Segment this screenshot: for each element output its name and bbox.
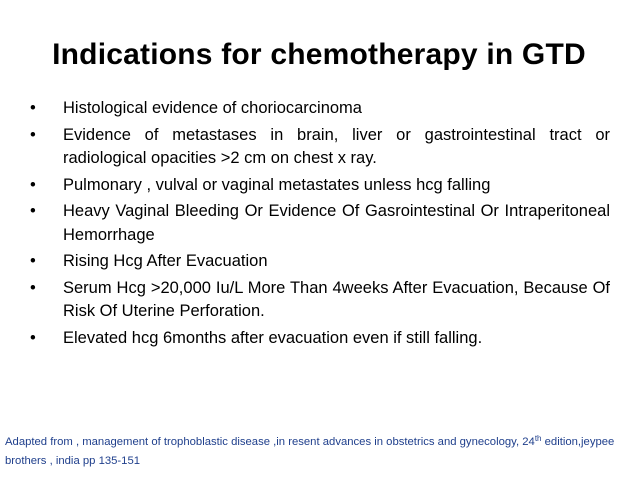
citation-superscript: th <box>534 434 542 443</box>
bullet-item: • Histological evidence of choriocarcinoma <box>30 97 610 121</box>
bullet-item: • Evidence of metastases in brain, liver or gastrointestinal tract or radiological opacities >2 cm on chest x ray. <box>30 124 610 171</box>
bullet-item: • Serum Hcg >20,000 Iu/L More Than 4weeks After Evacuation, Because Of Risk Of Uterine Perforation. <box>30 277 610 324</box>
bullet-item: • Pulmonary , vulval or vaginal metastates unless hcg falling <box>30 174 610 198</box>
slide-title: Indications for chemotherapy in GTD <box>52 38 586 71</box>
bullet-item: • Rising Hcg After Evacuation <box>30 250 610 274</box>
bullet-item: • Elevated hcg 6months after evacuation even if still falling. <box>30 327 610 351</box>
citation <box>5 433 633 471</box>
bullet-list <box>30 97 610 353</box>
citation-text-end: edition,jeypee brothers , india pp 135-151 <box>5 436 615 467</box>
bullet-item: • Heavy Vaginal Bleeding Or Evidence Of Gasrointestinal Or Intraperitoneal Hemorrhage <box>30 200 610 247</box>
citation-text: Adapted from , management of trophoblastic disease ,in resent advances in obstetrics and gynecology, 24 <box>5 436 535 448</box>
